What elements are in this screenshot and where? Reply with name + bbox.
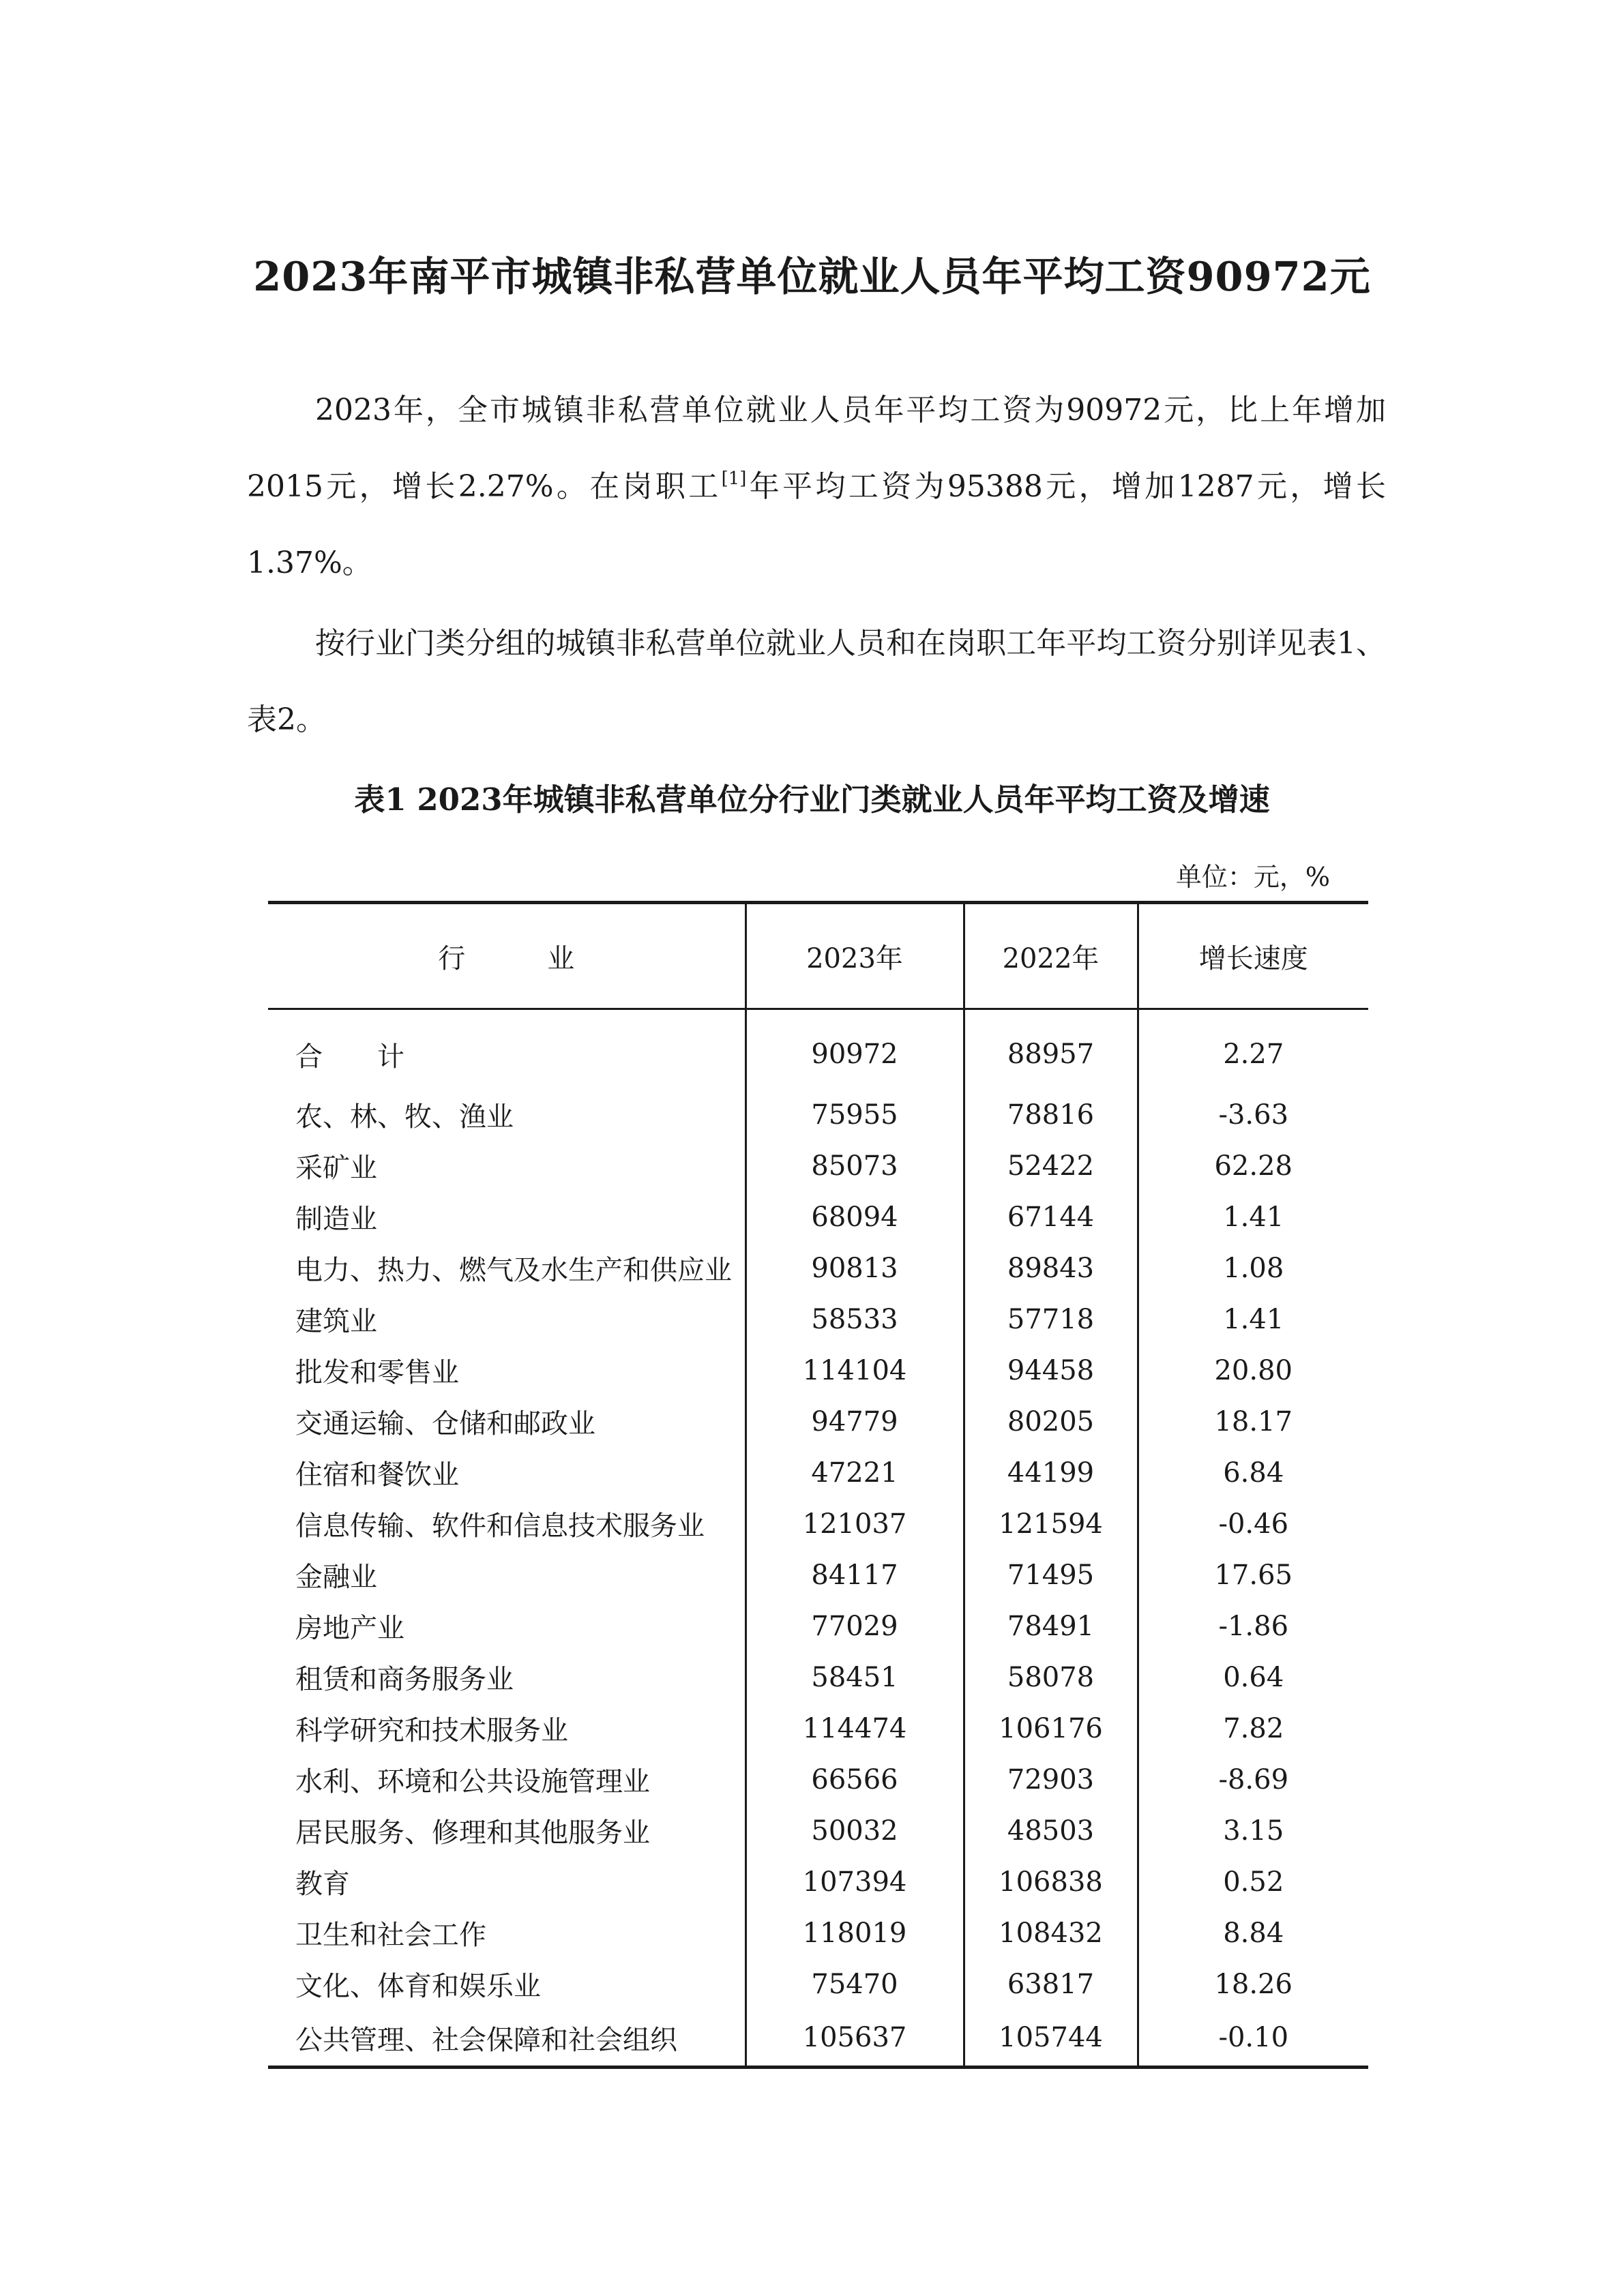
cell-2022: 57718 [964, 1294, 1138, 1345]
cell-2023: 118019 [745, 1907, 964, 1958]
cell-2023: 114474 [745, 1703, 964, 1754]
table-row [268, 1396, 1368, 1447]
cell-industry: 住宿和餐饮业 [295, 1459, 459, 1491]
cell-industry: 信息传输、软件和信息技术服务业 [295, 1510, 705, 1542]
cell-industry: 采矿业 [295, 1152, 377, 1184]
cell-industry: 合 计 [295, 1041, 404, 1073]
cell-2023: 58533 [745, 1294, 964, 1345]
cell-2023: 94779 [745, 1396, 964, 1447]
cell-2022: 72903 [964, 1754, 1138, 1805]
cell-growth: 0.52 [1138, 1856, 1368, 1907]
cell-2022: 108432 [964, 1907, 1138, 1958]
cell-industry: 金融业 [295, 1562, 377, 1593]
cell-industry: 卫生和社会工作 [295, 1920, 486, 1951]
cell-2023: 66566 [745, 1754, 964, 1805]
cell-2023: 121037 [745, 1498, 964, 1549]
footnote-marker: [1] [721, 468, 747, 489]
cell-industry: 建筑业 [295, 1306, 377, 1337]
reference-paragraph: 按行业门类分组的城镇非私营单位就业人员和在岗职工年平均工资分别详见表1、表2。 [247, 626, 1386, 737]
cell-2022: 63817 [964, 1958, 1138, 2010]
table-row [268, 1805, 1368, 1856]
cell-2022: 106176 [964, 1703, 1138, 1754]
cell-growth: 17.65 [1138, 1549, 1368, 1600]
wage-table [268, 901, 1368, 2069]
cell-industry: 教育 [295, 1868, 350, 1900]
cell-2023: 107394 [745, 1856, 964, 1907]
cell-growth: 2.27 [1138, 1009, 1368, 1090]
cell-growth: -1.86 [1138, 1600, 1368, 1652]
cell-2023: 58451 [745, 1652, 964, 1703]
cell-industry: 交通运输、仓储和邮政业 [295, 1408, 595, 1440]
table-row [268, 1703, 1368, 1754]
cell-2022: 48503 [964, 1805, 1138, 1856]
cell-2022: 44199 [964, 1447, 1138, 1498]
table-unit: 单位：元，% [1175, 862, 1330, 892]
table-row [268, 1549, 1368, 1600]
cell-2023: 90813 [745, 1242, 964, 1294]
cell-growth: -8.69 [1138, 1754, 1368, 1805]
cell-growth: -0.46 [1138, 1498, 1368, 1549]
cell-2023: 77029 [745, 1600, 964, 1652]
cell-growth: 20.80 [1138, 1345, 1368, 1396]
table-row [268, 1958, 1368, 2010]
intro-paragraph [247, 372, 1386, 601]
cell-2023: 50032 [745, 1805, 964, 1856]
cell-industry: 房地产业 [295, 1613, 404, 1644]
cell-2022: 89843 [964, 1242, 1138, 1294]
table-row [268, 2010, 1368, 2068]
table-row [268, 1242, 1368, 1294]
cell-2023: 84117 [745, 1549, 964, 1600]
cell-2023: 114104 [745, 1345, 964, 1396]
page-title: 2023年南平市城镇非私营单位就业人员年平均工资90972元 [253, 252, 1371, 300]
cell-2022: 52422 [964, 1140, 1138, 1191]
cell-industry: 制造业 [295, 1204, 377, 1235]
cell-industry: 租赁和商务服务业 [295, 1664, 514, 1695]
table-row [268, 1652, 1368, 1703]
cell-industry: 电力、热力、燃气及水生产和供应业 [295, 1255, 732, 1286]
table-header-row [268, 903, 1368, 1009]
cell-growth: 18.26 [1138, 1958, 1368, 2010]
header-growth: 增长速度 [1138, 903, 1368, 1009]
cell-growth: 1.41 [1138, 1191, 1368, 1242]
cell-2023: 75955 [745, 1089, 964, 1140]
cell-2022: 71495 [964, 1549, 1138, 1600]
cell-industry: 批发和零售业 [295, 1357, 459, 1388]
table-row [268, 1089, 1368, 1140]
cell-growth: 1.08 [1138, 1242, 1368, 1294]
table-row [268, 1140, 1368, 1191]
cell-industry: 公共管理、社会保障和社会组织 [268, 2010, 745, 2068]
cell-industry: 文化、体育和娱乐业 [295, 1971, 541, 2002]
table-row [268, 1754, 1368, 1805]
cell-2022: 78491 [964, 1600, 1138, 1652]
cell-2022: 80205 [964, 1396, 1138, 1447]
cell-industry: 科学研究和技术服务业 [295, 1715, 568, 1746]
table-row [268, 1191, 1368, 1242]
table-row [268, 1907, 1368, 1958]
cell-growth: 1.41 [1138, 1294, 1368, 1345]
cell-growth: 6.84 [1138, 1447, 1368, 1498]
table-body [268, 1009, 1368, 2068]
cell-2023: 47221 [745, 1447, 964, 1498]
cell-growth: 3.15 [1138, 1805, 1368, 1856]
cell-industry: 农、林、牧、渔业 [295, 1101, 514, 1133]
cell-2023: 85073 [745, 1140, 964, 1191]
cell-2022: 88957 [964, 1009, 1138, 1090]
cell-2022: 94458 [964, 1345, 1138, 1396]
cell-2022: 121594 [964, 1498, 1138, 1549]
cell-growth: 18.17 [1138, 1396, 1368, 1447]
cell-growth: 0.64 [1138, 1652, 1368, 1703]
header-2023: 2023年 [745, 903, 964, 1009]
cell-2022: 105744 [964, 2010, 1138, 2068]
cell-2022: 58078 [964, 1652, 1138, 1703]
cell-growth: -0.10 [1138, 2010, 1368, 2068]
cell-2023: 105637 [745, 2010, 964, 2068]
table-row [268, 1856, 1368, 1907]
intro-text-part2: 年平均工资为95388元，增加1287元，增长1.37%。 [247, 469, 1386, 580]
intro-text-part1: 2023年，全市城镇非私营单位就业人员年平均工资为90972元，比上年增加2015元，增长2.27%。在岗职工 [247, 393, 1386, 504]
cell-2022: 78816 [964, 1089, 1138, 1140]
table-title: 表1 2023年城镇非私营单位分行业门类就业人员年平均工资及增速 [354, 781, 1270, 818]
table-row [268, 1447, 1368, 1498]
cell-growth: 62.28 [1138, 1140, 1368, 1191]
cell-industry: 水利、环境和公共设施管理业 [295, 1766, 650, 1798]
cell-2023: 68094 [745, 1191, 964, 1242]
header-industry: 行 业 [268, 903, 745, 1009]
cell-2023: 90972 [745, 1009, 964, 1090]
cell-growth: 7.82 [1138, 1703, 1368, 1754]
table-row [268, 1600, 1368, 1652]
table-row [268, 1498, 1368, 1549]
cell-growth: 8.84 [1138, 1907, 1368, 1958]
cell-2023: 75470 [745, 1958, 964, 2010]
table-row [268, 1009, 1368, 1090]
cell-growth: -3.63 [1138, 1089, 1368, 1140]
cell-2022: 106838 [964, 1856, 1138, 1907]
header-2022: 2022年 [964, 903, 1138, 1009]
cell-industry: 居民服务、修理和其他服务业 [295, 1817, 650, 1849]
table-row [268, 1294, 1368, 1345]
table-row [268, 1345, 1368, 1396]
cell-2022: 67144 [964, 1191, 1138, 1242]
